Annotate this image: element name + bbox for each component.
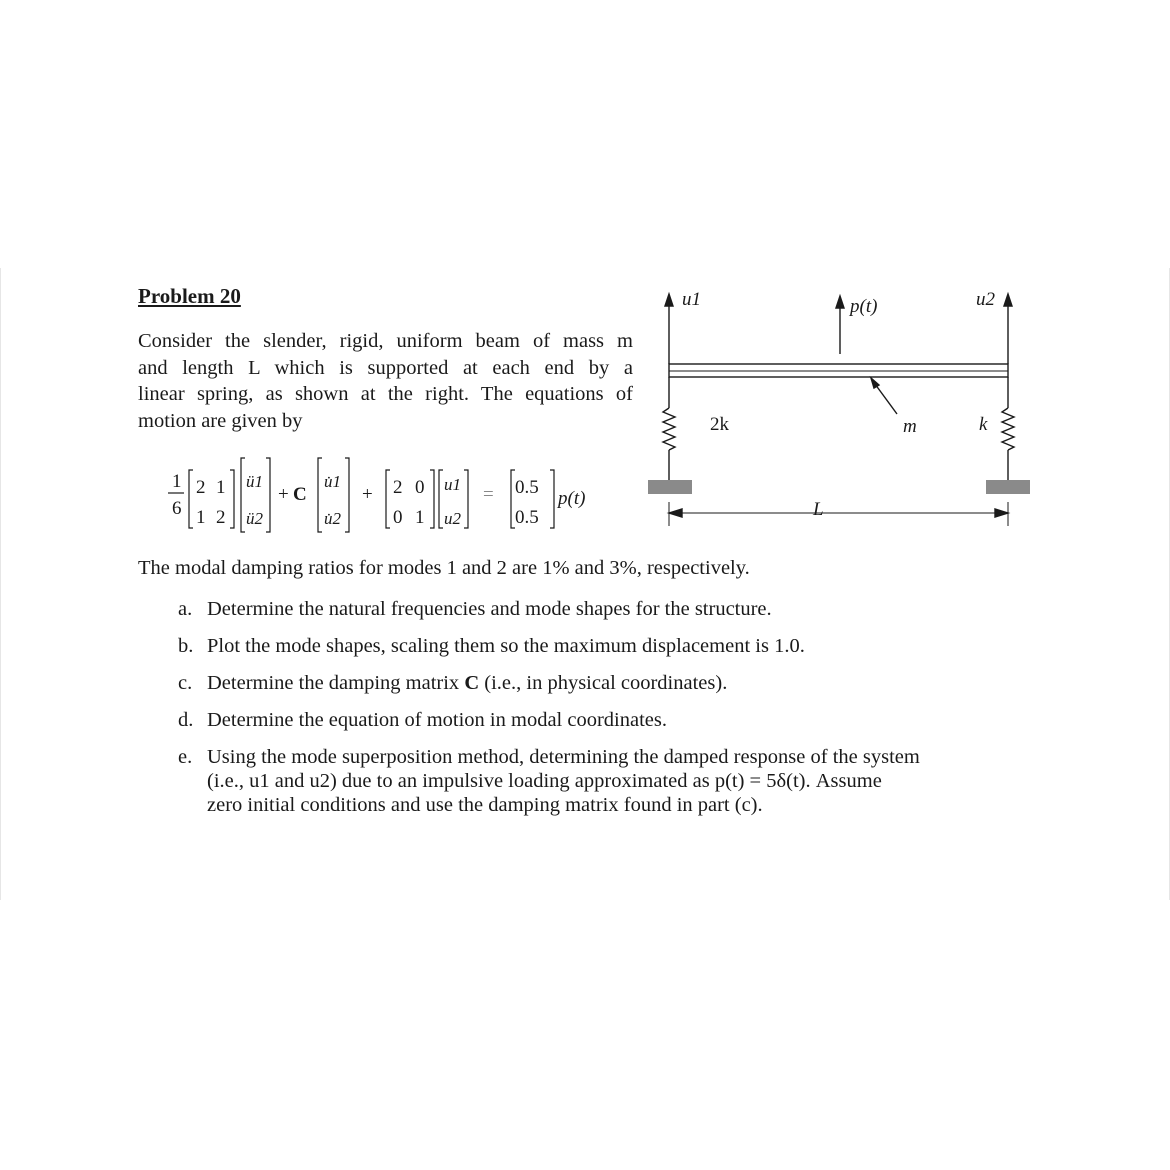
list-item xyxy=(178,634,1018,658)
problem-title: Problem 20 xyxy=(138,284,241,308)
right-ground xyxy=(986,480,1030,494)
vel-1: u̇1 xyxy=(324,472,341,491)
equals-sign: = xyxy=(483,484,494,505)
plus-sign: + xyxy=(278,484,289,505)
coef-den: 6 xyxy=(172,498,182,519)
mass-matrix-cell: 2 xyxy=(196,477,206,498)
stiffness-matrix-cell: 1 xyxy=(415,507,425,528)
load-symbol: p(t) xyxy=(558,488,586,509)
load-label: p(t) xyxy=(850,296,878,317)
part-text-after: (i.e., in physical coordinates). xyxy=(479,672,728,694)
intro-line: motion are given by xyxy=(138,409,303,432)
mass-matrix-cell: 1 xyxy=(196,507,206,528)
mass-label: m xyxy=(903,416,917,437)
accel-2: ü2 xyxy=(246,509,263,528)
part-label: e. xyxy=(178,746,193,768)
stiffness-matrix-cell: 0 xyxy=(393,507,403,528)
u1-label: u1 xyxy=(682,289,701,310)
u1-arrow-icon xyxy=(665,294,673,364)
mass-matrix-cell: 1 xyxy=(216,477,226,498)
load-arrow-icon xyxy=(836,296,844,354)
accel-1: ü1 xyxy=(246,472,263,491)
list-item xyxy=(178,708,1018,732)
stiffness-matrix-cell: 2 xyxy=(393,477,403,498)
load-1: 0.5 xyxy=(515,477,539,498)
equation-of-motion xyxy=(160,452,630,534)
u2-arrow-icon xyxy=(1004,294,1012,364)
part-label: a. xyxy=(178,598,193,620)
length-label: L xyxy=(813,499,824,520)
intro-line: and length L which is supported at each end by a xyxy=(138,356,633,379)
list-item xyxy=(178,745,1018,817)
stiffness-matrix-cell: 0 xyxy=(415,477,425,498)
problem-intro xyxy=(138,328,633,434)
part-text: Determine the natural frequencies and mode shapes for the structure. xyxy=(207,598,772,620)
right-spring-label: k xyxy=(979,414,988,435)
part-bold: C xyxy=(464,672,480,694)
beam-diagram xyxy=(630,280,1050,540)
length-dimension xyxy=(669,502,1008,526)
parts-list xyxy=(178,597,1018,830)
left-spring-icon xyxy=(663,377,675,480)
part-text: Plot the mode shapes, scaling them so the maximum displacement is 1.0. xyxy=(207,635,805,657)
right-spring-icon xyxy=(1002,377,1014,480)
damping-symbol: C xyxy=(293,484,307,505)
intro-line: linear spring, as shown at the right. The equations of xyxy=(138,383,633,405)
damping-statement: The modal damping ratios for modes 1 and 2 are 1% and 3%, respectively. xyxy=(138,557,750,579)
left-spring-label: 2k xyxy=(710,414,729,435)
part-text-before: Determine the damping matrix xyxy=(207,672,465,694)
part-text-line: Using the mode superposition method, determining the damped response of the system xyxy=(207,746,920,768)
mass-pointer-icon xyxy=(871,378,897,414)
part-text-line: zero initial conditions and use the damping matrix found in part (c). xyxy=(207,794,763,816)
list-item xyxy=(178,671,1018,695)
coef-num: 1 xyxy=(172,471,182,492)
part-text-line: (i.e., u1 and u2) due to an impulsive loading approximated as p(t) = 5δ(t). Assume xyxy=(207,770,882,792)
disp-1: u1 xyxy=(444,475,461,494)
part-label: c. xyxy=(178,672,193,694)
load-2: 0.5 xyxy=(515,507,539,528)
list-item xyxy=(178,597,1018,621)
part-label: b. xyxy=(178,635,194,657)
vel-2: u̇2 xyxy=(324,509,341,528)
intro-line: Consider the slender, rigid, uniform beam of mass m xyxy=(138,330,633,352)
part-label: d. xyxy=(178,709,194,731)
part-text: Determine the equation of motion in modal coordinates. xyxy=(207,709,667,731)
disp-2: u2 xyxy=(444,509,461,528)
u2-label: u2 xyxy=(976,289,995,310)
mass-matrix-cell: 2 xyxy=(216,507,226,528)
left-ground xyxy=(648,480,692,494)
plus-sign: + xyxy=(362,484,373,505)
